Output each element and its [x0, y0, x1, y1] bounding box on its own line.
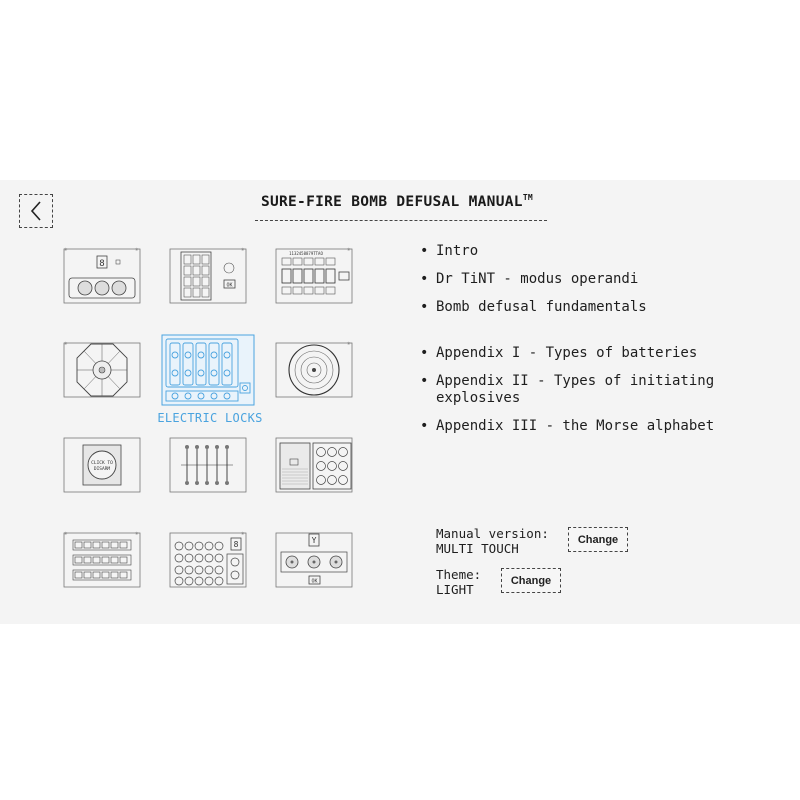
svg-text:✳: ✳ — [347, 340, 351, 347]
module-arrow-sequence[interactable] — [273, 246, 355, 306]
trademark-mark: TM — [522, 193, 534, 202]
svg-text:✳: ✳ — [64, 246, 68, 253]
module-wires[interactable] — [167, 435, 249, 495]
disarm-text-line-2: DISARM — [93, 467, 111, 472]
change-version-button[interactable]: Change — [568, 527, 628, 552]
timer-digit: 8 — [99, 259, 105, 269]
title-underline — [255, 220, 547, 221]
toc-item-label: Appendix I - Types of batteries — [436, 345, 698, 361]
svg-text:✳: ✳ — [241, 246, 245, 253]
change-theme-button[interactable]: Change — [501, 568, 561, 593]
toc-item-dr-tint[interactable]: • Dr TiNT - modus operandi — [420, 271, 736, 288]
toc-item-intro[interactable]: • Intro — [420, 243, 736, 260]
module-timer-buttons[interactable] — [61, 246, 143, 306]
version-label: Manual version: — [436, 526, 549, 541]
module-round-dial[interactable] — [273, 340, 355, 400]
module-click-to-disarm[interactable] — [61, 435, 143, 495]
toc-item-label: Intro — [436, 243, 479, 259]
page-title — [232, 193, 562, 210]
module-symbol-rows[interactable] — [61, 530, 143, 590]
module-keypad[interactable] — [167, 246, 249, 306]
theme-setting — [436, 567, 481, 597]
disarm-text-line-1: CLICK TO — [91, 461, 113, 466]
module-circle-grid[interactable] — [167, 530, 249, 590]
toc-item-label: Appendix II - Types of initiating explosives — [436, 373, 715, 406]
module-three-knobs[interactable] — [273, 530, 355, 590]
svg-text:✳: ✳ — [64, 530, 68, 537]
svg-text:✳: ✳ — [135, 246, 139, 253]
page-title-text: SURE-FIRE BOMB DEFUSAL MANUAL — [260, 193, 523, 210]
back-button[interactable] — [19, 194, 53, 228]
toc-item-label: Appendix III - the Morse alphabet — [436, 418, 715, 434]
knob-ok-label: OK — [311, 578, 318, 585]
module-octagon-wheel[interactable] — [61, 340, 143, 400]
svg-text:✳: ✳ — [347, 246, 351, 253]
version-setting — [436, 526, 549, 556]
arrow-display-code: 1132458879TTAO — [289, 251, 323, 256]
toc-item-appendix-3[interactable]: • Appendix III - the Morse alphabet — [420, 418, 736, 435]
svg-text:✳: ✳ — [64, 340, 68, 347]
module-panel-grid[interactable] — [273, 435, 355, 495]
highlighted-module-label: ELECTRIC LOCKS — [157, 411, 263, 425]
toc-item-label: Bomb defusal fundamentals — [436, 299, 647, 315]
toc-item-appendix-2[interactable]: • Appendix II - Types of initiating explosives — [420, 373, 715, 406]
toc-item-fundamentals[interactable]: • Bomb defusal fundamentals — [420, 299, 736, 316]
theme-label: Theme: — [436, 567, 482, 582]
knob-display-letter: Y — [311, 536, 317, 545]
svg-text:✳: ✳ — [135, 530, 139, 537]
chevron-left-icon — [29, 200, 43, 222]
circle-grid-digit: 8 — [233, 540, 239, 549]
toc-item-appendix-1[interactable]: • Appendix I - Types of batteries — [420, 345, 736, 362]
svg-text:✳: ✳ — [241, 530, 245, 537]
version-value: MULTI TOUCH — [436, 541, 519, 556]
keypad-ok-label: OK — [226, 282, 233, 289]
theme-value: LIGHT — [436, 582, 474, 597]
toc-item-label: Dr TiNT - modus operandi — [436, 271, 639, 287]
module-electric-locks[interactable] — [160, 333, 256, 407]
